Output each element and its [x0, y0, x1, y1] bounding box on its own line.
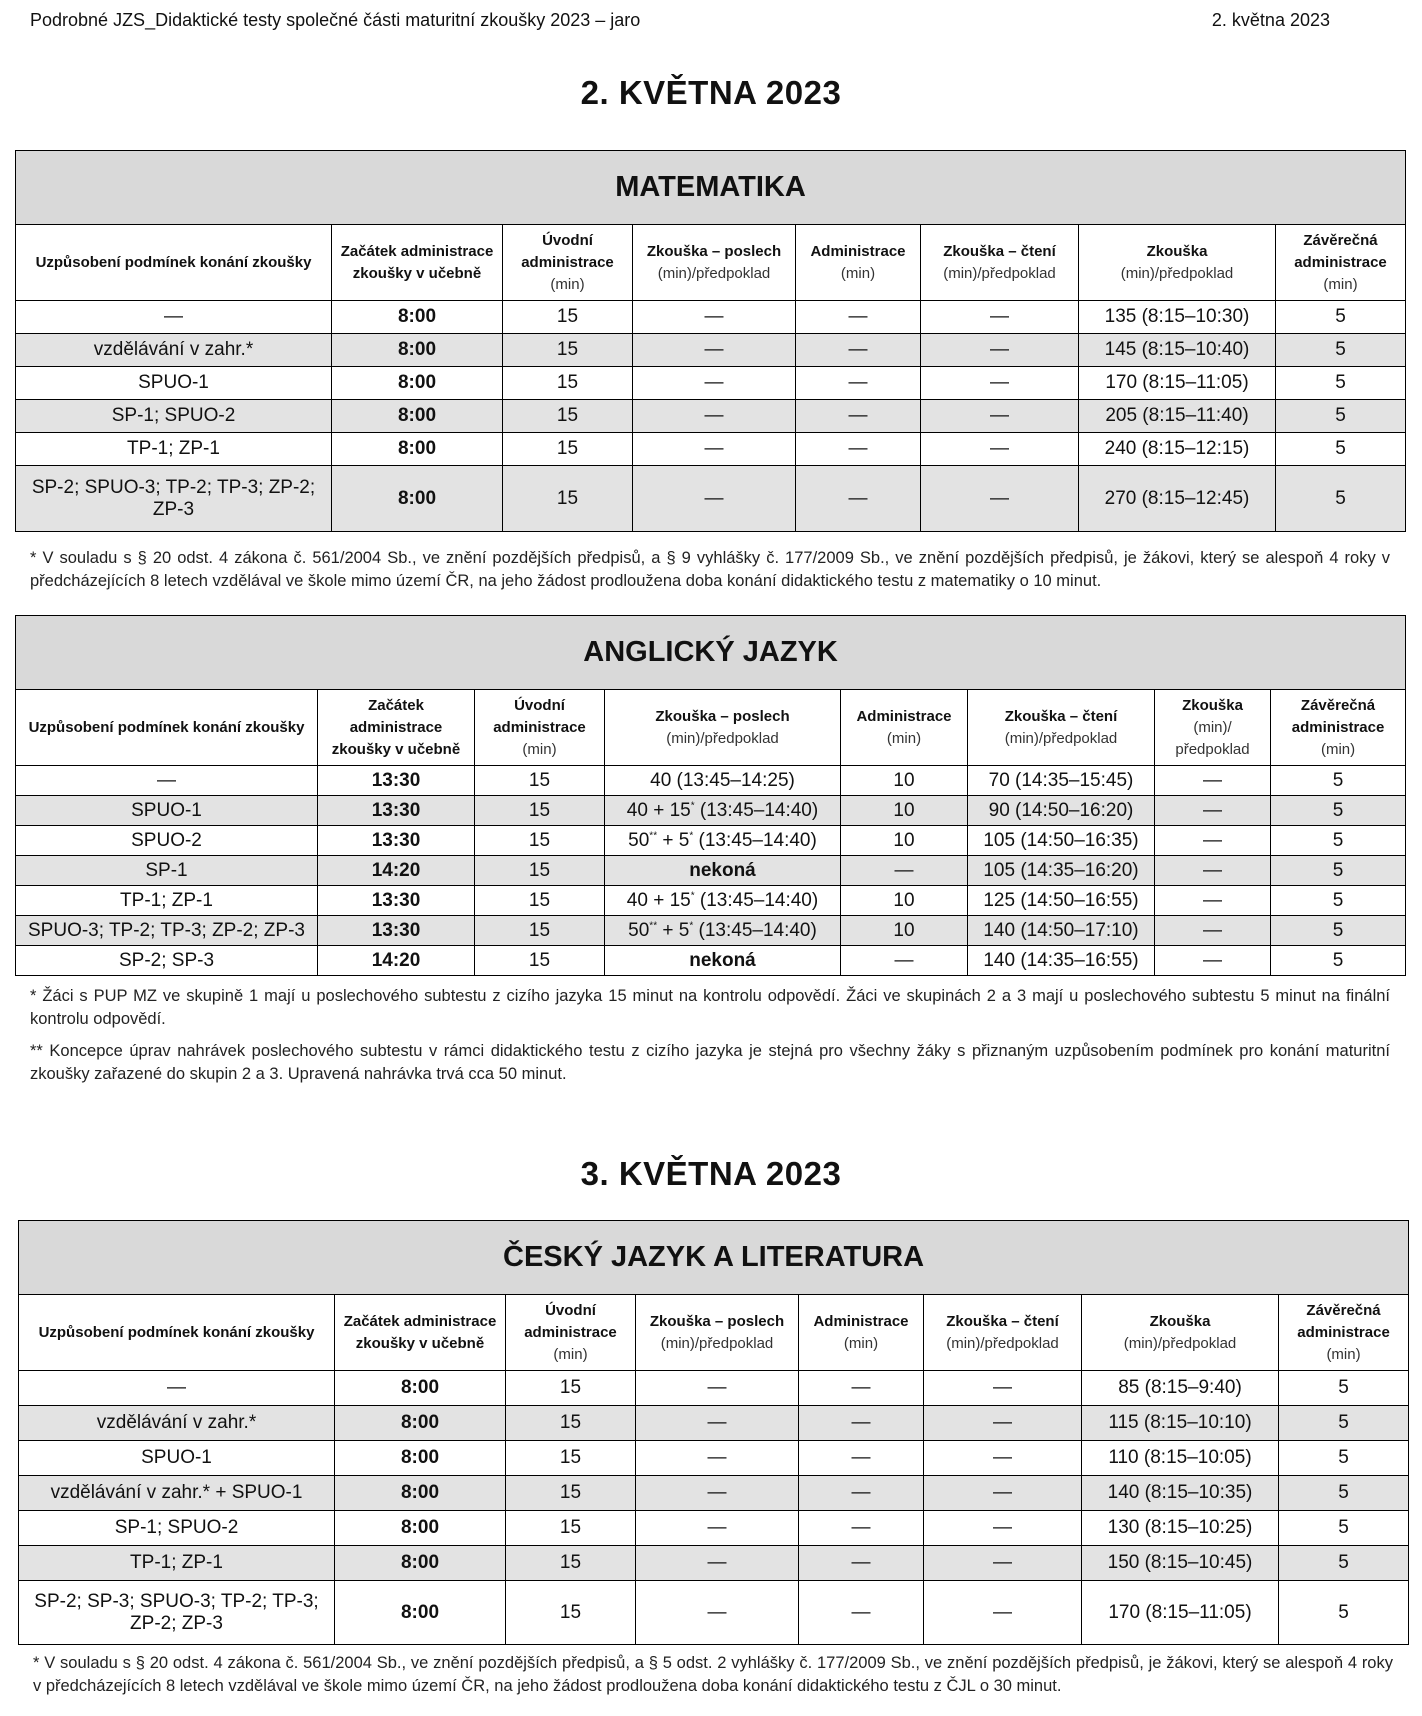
condition-cell: SP-1 [16, 856, 318, 886]
table-cell: 14:20 [318, 946, 475, 976]
table-cell: — [636, 1406, 799, 1441]
condition-cell: SPUO-1 [16, 367, 332, 400]
table-cell: 70 (14:35–15:45) [968, 766, 1155, 796]
table-row [19, 1371, 1409, 1406]
day-title-may-2: 2. KVĚTNA 2023 [580, 74, 842, 111]
table-cell: — [921, 301, 1079, 334]
czech-schedule-table [18, 1220, 1409, 1645]
table-cell: 5 [1271, 916, 1406, 946]
table-cell: 15 [506, 1476, 636, 1511]
table-cell: 8:00 [335, 1406, 506, 1441]
table-cell: 135 (8:15–10:30) [1079, 301, 1276, 334]
table-row [19, 1441, 1409, 1476]
condition-cell: vzdělávání v zahr.* [19, 1406, 335, 1441]
table-cell: — [921, 334, 1079, 367]
condition-cell: — [16, 301, 332, 334]
table-cell: 125 (14:50–16:55) [968, 886, 1155, 916]
table-cell: 5 [1276, 301, 1406, 334]
column-header: Začátek administrace zkoušky v učebně [335, 1295, 506, 1371]
table-row [16, 466, 1406, 532]
table-cell: 50** + 5* (13:45–14:40) [605, 826, 841, 856]
table-cell: 5 [1276, 466, 1406, 532]
table-cell: 8:00 [332, 301, 503, 334]
table-cell: 5 [1271, 766, 1406, 796]
table-cell: — [633, 466, 796, 532]
table-cell: 15 [475, 886, 605, 916]
table-cell: 10 [841, 886, 968, 916]
column-header: Zkouška – čtení (min)/předpoklad [921, 225, 1079, 301]
table-cell: 5 [1279, 1371, 1409, 1406]
condition-cell: TP-1; ZP-1 [16, 886, 318, 916]
table-cell: — [921, 367, 1079, 400]
table-cell: — [799, 1511, 924, 1546]
table-cell: 8:00 [335, 1476, 506, 1511]
table-cell: — [921, 433, 1079, 466]
table-row [19, 1546, 1409, 1581]
table-cell: 5 [1279, 1546, 1409, 1581]
condition-cell: vzdělávání v zahr.* [16, 334, 332, 367]
column-header: Závěrečná administrace (min) [1271, 690, 1406, 766]
table-cell: — [924, 1406, 1082, 1441]
table-cell: 10 [841, 826, 968, 856]
table-cell: — [796, 466, 921, 532]
table-row [16, 886, 1406, 916]
table-cell: 150 (8:15–10:45) [1082, 1546, 1279, 1581]
table-cell: 13:30 [318, 886, 475, 916]
table-cell: 15 [475, 796, 605, 826]
table-cell: 10 [841, 916, 968, 946]
condition-cell: SPUO-1 [19, 1441, 335, 1476]
table-cell: 5 [1279, 1511, 1409, 1546]
table-cell: — [633, 433, 796, 466]
table-cell: — [799, 1476, 924, 1511]
table-cell: 105 (14:50–16:35) [968, 826, 1155, 856]
table-cell: 50** + 5* (13:45–14:40) [605, 916, 841, 946]
table-cell: 15 [503, 466, 633, 532]
table-row [16, 367, 1406, 400]
table-cell: — [921, 466, 1079, 532]
table-cell: — [924, 1511, 1082, 1546]
table-cell: 130 (8:15–10:25) [1082, 1511, 1279, 1546]
table-cell: 8:00 [335, 1581, 506, 1645]
table-row [19, 1511, 1409, 1546]
table-cell: 8:00 [335, 1511, 506, 1546]
table-cell: — [636, 1441, 799, 1476]
table-cell: — [921, 400, 1079, 433]
table-cell: 5 [1276, 400, 1406, 433]
table-cell: 15 [503, 301, 633, 334]
table-cell: 13:30 [318, 766, 475, 796]
table-cell: 40 + 15* (13:45–14:40) [605, 886, 841, 916]
column-header: Závěrečná administrace (min) [1279, 1295, 1409, 1371]
table-cell: — [636, 1371, 799, 1406]
condition-cell: — [19, 1371, 335, 1406]
condition-cell: SPUO-1 [16, 796, 318, 826]
table-cell: 5 [1271, 826, 1406, 856]
column-header: Zkouška – poslech (min)/předpoklad [636, 1295, 799, 1371]
table-cell: 15 [503, 433, 633, 466]
table-cell: — [1155, 886, 1271, 916]
table-row [16, 916, 1406, 946]
table-cell: 8:00 [332, 367, 503, 400]
table-cell: 170 (8:15–11:05) [1079, 367, 1276, 400]
table-cell: 15 [506, 1581, 636, 1645]
table-cell: 15 [475, 766, 605, 796]
condition-cell: SPUO-3; TP-2; TP-3; ZP-2; ZP-3 [16, 916, 318, 946]
table-cell: 5 [1271, 886, 1406, 916]
table-cell: — [633, 400, 796, 433]
table-cell: 15 [506, 1511, 636, 1546]
subject-title: MATEMATIKA [16, 151, 1406, 225]
table-row [16, 856, 1406, 886]
table-cell: — [796, 367, 921, 400]
table-cell: 8:00 [335, 1371, 506, 1406]
table-cell: 145 (8:15–10:40) [1079, 334, 1276, 367]
table-cell: 15 [475, 826, 605, 856]
table-cell: 240 (8:15–12:15) [1079, 433, 1276, 466]
column-header: Zkouška – poslech (min)/předpoklad [605, 690, 841, 766]
table-cell: 5 [1276, 433, 1406, 466]
column-header: Uzpůsobení podmínek konání zkoušky [19, 1295, 335, 1371]
table-cell: 5 [1279, 1581, 1409, 1645]
table-cell: 8:00 [335, 1546, 506, 1581]
table-cell: 8:00 [332, 466, 503, 532]
table-cell: 40 (13:45–14:25) [605, 766, 841, 796]
table-cell: 8:00 [332, 400, 503, 433]
table-cell: 15 [475, 946, 605, 976]
table-cell: — [924, 1546, 1082, 1581]
column-header: Administrace (min) [799, 1295, 924, 1371]
column-header: Začátek administrace zkoušky v učebně [318, 690, 475, 766]
column-header: Administrace (min) [796, 225, 921, 301]
table-cell: — [636, 1511, 799, 1546]
table-cell: 205 (8:15–11:40) [1079, 400, 1276, 433]
subject-title: ANGLICKÝ JAZYK [16, 616, 1406, 690]
table-cell: — [1155, 946, 1271, 976]
math-schedule-table [15, 150, 1406, 532]
column-header: Závěrečná administrace (min) [1276, 225, 1406, 301]
table-cell: nekoná [605, 946, 841, 976]
math-footnote: * V souladu s § 20 odst. 4 zákona č. 561/2004 Sb., ve znění pozdějších předpisů, a § 9 vyhlášky č. 177/2009 Sb., ve znění pozdějších předpisů, je žákovi, který se alespoň 4 roky v předcházejících 8 letech vzdělával ve škole mimo území ČR, na jeho žádost prodloužena doba konání didaktického testu z matematiky o 10 minut. [30, 549, 1390, 590]
table-cell: 15 [503, 334, 633, 367]
table-cell: — [1155, 766, 1271, 796]
column-header: Zkouška (min)/ předpoklad [1155, 690, 1271, 766]
subject-title: ČESKÝ JAZYK A LITERATURA [19, 1221, 1409, 1295]
table-row [16, 826, 1406, 856]
condition-cell: TP-1; ZP-1 [16, 433, 332, 466]
table-cell: 14:20 [318, 856, 475, 886]
condition-cell: — [16, 766, 318, 796]
table-cell: 15 [506, 1441, 636, 1476]
table-cell: — [633, 301, 796, 334]
table-cell: 140 (8:15–10:35) [1082, 1476, 1279, 1511]
table-cell: 13:30 [318, 826, 475, 856]
column-header: Zkouška – čtení (min)/předpoklad [924, 1295, 1082, 1371]
english-schedule-table [15, 615, 1406, 976]
table-cell: — [633, 367, 796, 400]
table-cell: 5 [1279, 1406, 1409, 1441]
table-cell: — [799, 1581, 924, 1645]
column-header: Zkouška – čtení (min)/předpoklad [968, 690, 1155, 766]
table-cell: 170 (8:15–11:05) [1082, 1581, 1279, 1645]
table-cell: — [1155, 796, 1271, 826]
column-header: Administrace (min) [841, 690, 968, 766]
condition-cell: SP-2; SP-3; SPUO-3; TP-2; TP-3; ZP-2; ZP-3 [19, 1581, 335, 1645]
table-cell: — [924, 1476, 1082, 1511]
table-cell: — [636, 1546, 799, 1581]
condition-cell: SP-1; SPUO-2 [19, 1511, 335, 1546]
condition-cell: SP-2; SPUO-3; TP-2; TP-3; ZP-2; ZP-3 [16, 466, 332, 532]
column-header: Úvodní administrace (min) [475, 690, 605, 766]
table-cell: — [633, 334, 796, 367]
column-header: Začátek administrace zkoušky v učebně [332, 225, 503, 301]
table-cell: — [841, 856, 968, 886]
table-cell: 8:00 [332, 334, 503, 367]
table-cell: — [841, 946, 968, 976]
table-cell: — [796, 334, 921, 367]
condition-cell: TP-1; ZP-1 [19, 1546, 335, 1581]
column-header: Uzpůsobení podmínek konání zkoušky [16, 225, 332, 301]
table-cell: 10 [841, 766, 968, 796]
table-cell: 15 [475, 856, 605, 886]
table-row [16, 433, 1406, 466]
table-row [16, 796, 1406, 826]
table-cell: 15 [506, 1546, 636, 1581]
table-cell: — [799, 1441, 924, 1476]
table-cell: — [636, 1581, 799, 1645]
table-cell: 8:00 [332, 433, 503, 466]
table-row [19, 1476, 1409, 1511]
table-cell: 5 [1279, 1476, 1409, 1511]
table-cell: nekoná [605, 856, 841, 886]
column-header: Úvodní administrace (min) [506, 1295, 636, 1371]
condition-cell: vzdělávání v zahr.* + SPUO-1 [19, 1476, 335, 1511]
czech-footnote: * V souladu s § 20 odst. 4 zákona č. 561/2004 Sb., ve znění pozdějších předpisů, a § 5 odst. 2 vyhlášky č. 177/2009 Sb., ve znění pozdějších předpisů, je žákovi, který se alespoň 4 roky v předcházejících 8 letech vzdělával ve škole mimo území ČR, na jeho žádost prodloužena doba konání didaktického testu z ČJL o 30 minut. [33, 1654, 1393, 1695]
table-cell: — [1155, 856, 1271, 886]
table-cell: 15 [503, 400, 633, 433]
table-cell: 85 (8:15–9:40) [1082, 1371, 1279, 1406]
table-cell: 5 [1276, 334, 1406, 367]
document-header-title: Podrobné JZS_Didaktické testy společné části maturitní zkoušky 2023 – jaro [30, 10, 641, 30]
english-footnote-1: * Žáci s PUP MZ ve skupině 1 mají u poslechového subtestu z cizího jazyka 15 minut na kontrolu odpovědí. Žáci ve skupinách 2 a 3 mají u poslechového subtestu 5 minut na finální kontrolu odpovědí. [30, 987, 1390, 1028]
table-cell: 90 (14:50–16:20) [968, 796, 1155, 826]
table-cell: 110 (8:15–10:05) [1082, 1441, 1279, 1476]
table-row [16, 766, 1406, 796]
table-cell: — [1155, 826, 1271, 856]
english-footnote-2: ** Koncepce úprav nahrávek poslechového subtestu v rámci didaktického testu z cizího jazyka je stejná pro všechny žáky s přiznaným uzpůsobením podmínek pro konání maturitní zkoušky zařazené do skupin 2 a 3. Upravená nahrávka trvá cca 50 minut. [30, 1042, 1390, 1083]
table-row [19, 1581, 1409, 1645]
table-cell: — [796, 400, 921, 433]
table-cell: 15 [503, 367, 633, 400]
table-cell: 270 (8:15–12:45) [1079, 466, 1276, 532]
table-cell: 5 [1279, 1441, 1409, 1476]
column-header: Zkouška – poslech (min)/předpoklad [633, 225, 796, 301]
table-cell: 15 [475, 916, 605, 946]
table-cell: 40 + 15* (13:45–14:40) [605, 796, 841, 826]
table-cell: — [636, 1476, 799, 1511]
table-cell: — [924, 1371, 1082, 1406]
table-row [19, 1406, 1409, 1441]
table-cell: — [799, 1371, 924, 1406]
column-header: Zkouška (min)/předpoklad [1079, 225, 1276, 301]
table-cell: — [1155, 916, 1271, 946]
document-header-date: 2. května 2023 [1211, 10, 1330, 30]
condition-cell: SPUO-2 [16, 826, 318, 856]
table-cell: — [924, 1581, 1082, 1645]
table-cell: 15 [506, 1371, 636, 1406]
table-cell: 115 (8:15–10:10) [1082, 1406, 1279, 1441]
table-cell: 13:30 [318, 796, 475, 826]
column-header: Zkouška (min)/předpoklad [1082, 1295, 1279, 1371]
column-header: Uzpůsobení podmínek konání zkoušky [16, 690, 318, 766]
table-cell: 105 (14:35–16:20) [968, 856, 1155, 886]
table-cell: — [796, 301, 921, 334]
day-title-may-3: 3. KVĚTNA 2023 [580, 1155, 842, 1192]
condition-cell: SP-2; SP-3 [16, 946, 318, 976]
table-cell: 13:30 [318, 916, 475, 946]
table-cell: 5 [1271, 856, 1406, 886]
column-header: Úvodní administrace (min) [503, 225, 633, 301]
table-row [16, 400, 1406, 433]
table-cell: 5 [1276, 367, 1406, 400]
table-cell: — [799, 1406, 924, 1441]
table-cell: 10 [841, 796, 968, 826]
table-cell: — [799, 1546, 924, 1581]
table-cell: 5 [1271, 946, 1406, 976]
table-cell: 140 (14:50–17:10) [968, 916, 1155, 946]
table-cell: 15 [506, 1406, 636, 1441]
table-cell: — [796, 433, 921, 466]
table-row [16, 334, 1406, 367]
table-cell: 8:00 [335, 1441, 506, 1476]
table-cell: — [924, 1441, 1082, 1476]
table-cell: 5 [1271, 796, 1406, 826]
table-cell: 140 (14:35–16:55) [968, 946, 1155, 976]
table-row [16, 301, 1406, 334]
table-row [16, 946, 1406, 976]
condition-cell: SP-1; SPUO-2 [16, 400, 332, 433]
